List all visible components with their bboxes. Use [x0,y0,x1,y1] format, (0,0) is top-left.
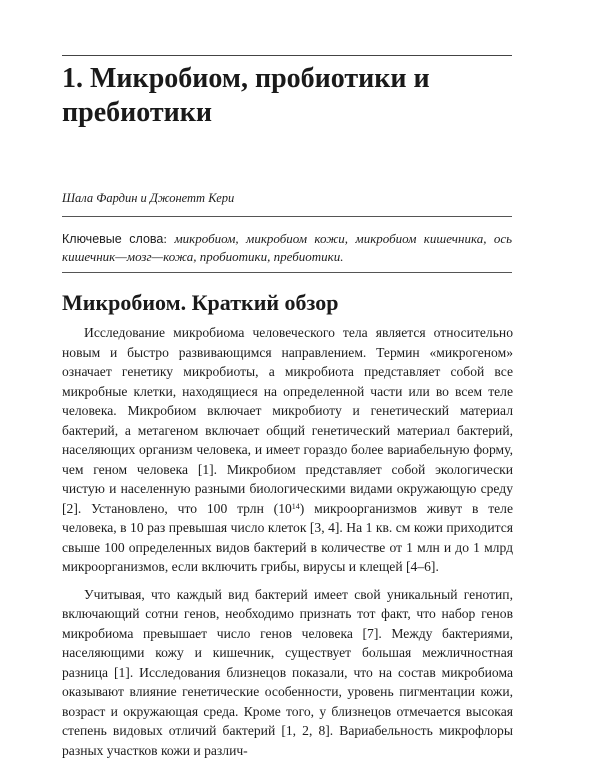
exponent: 14 [292,502,300,511]
paragraph-1 [62,323,513,577]
chapter-title: 1. Микробиом, пробиотики и пребиотики [62,62,522,130]
body-text [62,323,513,760]
keywords-block: Ключевые слова: микробиом, микробиом кожи, микробиом кишечника, ось кишечник—мозг—кожа, пробиотики, пребиотики. [62,230,512,266]
paragraph-2: Учитывая, что каждый вид бактерий имеет свой уникальный генотип, включающий сотни генов, необходимо признать тот факт, что набор генов микробиома превышает число генов человека [7]. Между бактериями, населяющими кожу и кишечник, существует большая межличностная разница [1]. Исследования близнецов показали, что на состав микробиома оказывают влияние генетические особенности, уровень пигментации кожи, возраст и окружающая среда. Кроме того, у близнецов отмечается высокая степень видовых отличий бактерий [1, 2, 8]. Вариабельность микрофлоры разных участков кожи и различ- [62,585,513,760]
keywords-label: Ключевые слова [62,232,163,246]
keywords-rule-top [62,216,512,217]
keywords-list: микробиом, микробиом кожи, микробиом кишечника, ось кишечник—мозг—кожа, пробиотики, пребиотики. [62,231,512,264]
keywords-rule-bottom [62,272,512,273]
chapter-authors: Шала Фардин и Джонетт Кери [62,190,234,206]
paragraph-1-part-b: ) микроорганизмов живут в теле человека, в 10 раз превышая число клеток [3, 4]. На 1 кв. см кожи приходится свыше 100 определенных видов бактерий в количестве от 1 млн и до 1 млрд микроорганизмов, если включить грибы, вирусы и клещей [4–6]. [62,501,513,575]
section-heading: Микробиом. Краткий обзор [62,289,339,317]
header-rule [62,55,512,56]
paragraph-1-part-a: Исследование микробиома человеческого тела является относительно новым и быстро развивающимся направлением. Термин «микрогеном» означает генетику микробиоты, а микробиота представляет собой все микробные клетки, находящиеся на определенной части или во всем теле человека. Микробиом включает микробиоту и генетический материал бактерий, а метагеном включает общий генетический материал бактерий, населяющих организм человека, и имеет гораздо более вариабельную форму, чем геном человека [1]. Микробиом представляет собой экологически чистую и населенную разными биологическими видами окружающую среду [2]. Установлено, что 100 трлн (10 [62,325,513,516]
